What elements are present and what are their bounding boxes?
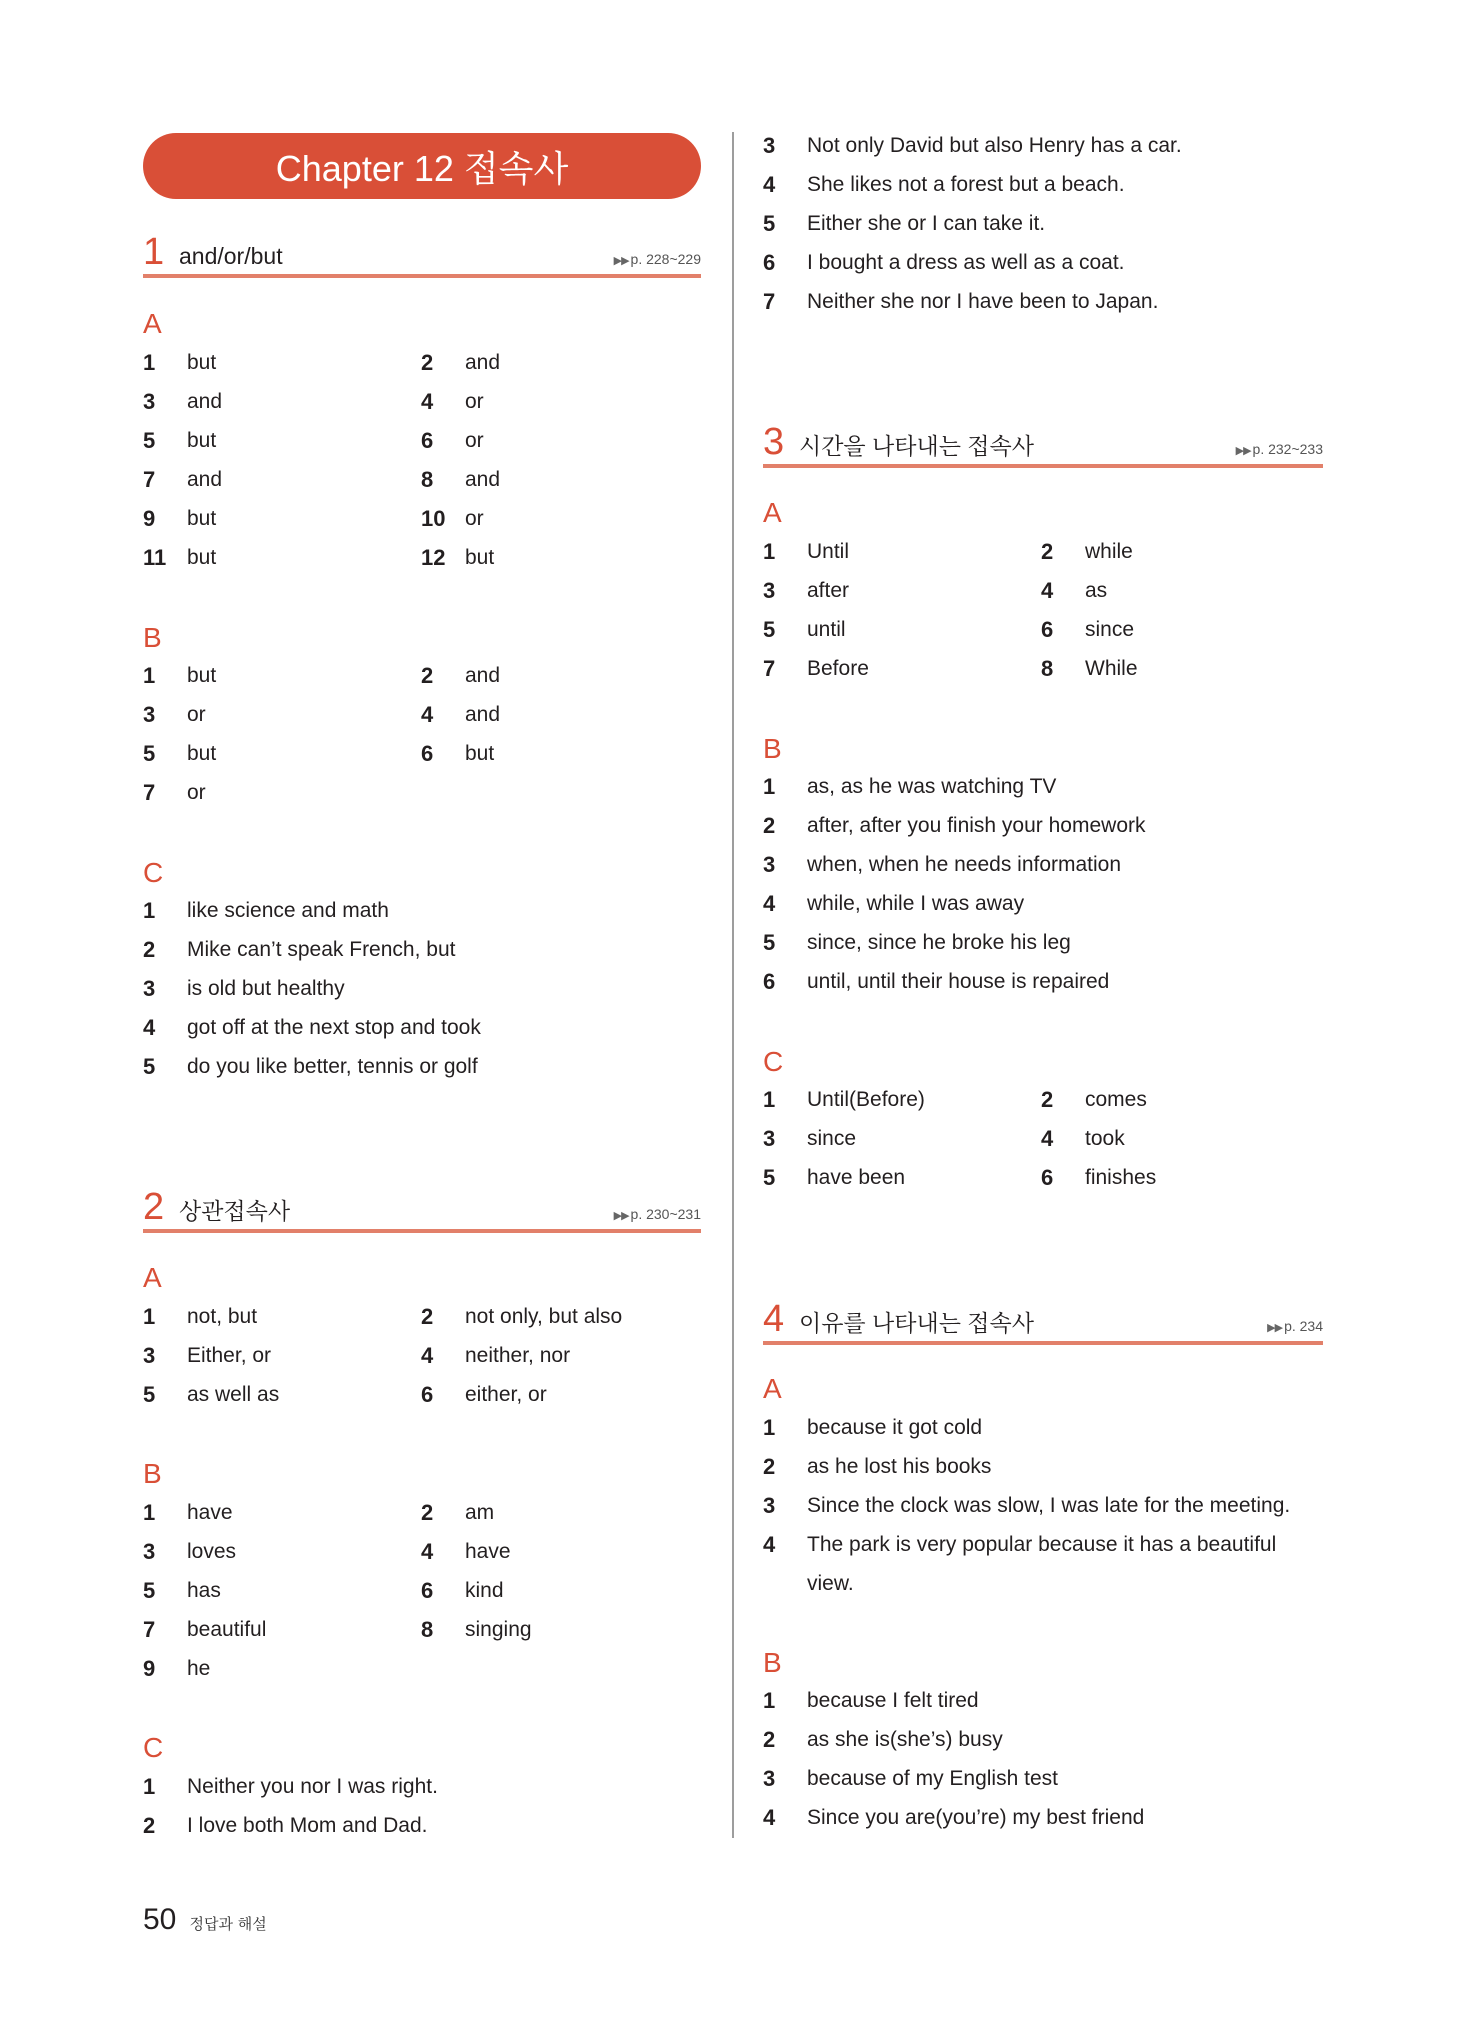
item-number: 5 (763, 930, 776, 955)
part-label: B (763, 733, 782, 764)
double-arrow-icon: ▶▶ (613, 1210, 629, 1222)
item-number: 3 (763, 1766, 776, 1791)
answer-row (143, 1375, 701, 1414)
item-answer: Either, or (187, 1344, 272, 1367)
item-answer: not only, but also (465, 1305, 623, 1328)
item-answer: but (187, 664, 217, 687)
item-answer: but (465, 546, 495, 569)
section-header-1 (143, 230, 701, 278)
item-number: 5 (143, 1382, 156, 1407)
item-number: 5 (143, 741, 156, 766)
answer-row (143, 1571, 701, 1610)
item-number: 1 (763, 539, 776, 564)
item-answer: since (807, 1127, 857, 1150)
item-number: 6 (421, 1382, 434, 1407)
item-number: 6 (421, 1578, 434, 1603)
answer-row (763, 1158, 1323, 1197)
item-number: 1 (143, 898, 156, 923)
item-answer: beautiful (187, 1618, 267, 1641)
answer-row (143, 891, 701, 930)
item-answer: Since you are(you’re) my best friend (807, 1806, 1145, 1829)
item-number: 5 (143, 1054, 156, 1079)
item-answer: Mike can’t speak French, but (187, 938, 456, 961)
item-number: 8 (421, 1617, 434, 1642)
answer-row (763, 1798, 1323, 1837)
answer-row (763, 1447, 1323, 1486)
item-answer: is old but healthy (187, 977, 345, 1000)
item-answer: I love both Mom and Dad. (187, 1814, 428, 1837)
item-answer: and (187, 390, 223, 413)
item-answer: not, but (187, 1305, 258, 1328)
item-answer: neither, nor (465, 1344, 571, 1367)
answer-row (763, 1720, 1323, 1759)
item-answer: and (465, 351, 501, 374)
item-answer: but (187, 507, 217, 530)
answer-row (763, 1681, 1323, 1720)
item-answer: while, while I was away (807, 892, 1025, 915)
item-answer: got off at the next stop and took (187, 1016, 481, 1039)
item-number: 4 (143, 1015, 156, 1040)
item-answer: Not only David but also Henry has a car. (807, 134, 1182, 157)
item-answer: have (465, 1540, 511, 1563)
item-answer: singing (465, 1618, 532, 1641)
answer-row (143, 773, 701, 812)
page-reference: ▶▶ p. 228~229 (613, 251, 701, 267)
item-number: 2 (421, 1500, 434, 1525)
item-number: 2 (763, 1727, 776, 1752)
answer-row (763, 845, 1323, 884)
item-answer: Since the clock was slow, I was late for the meeting. (807, 1494, 1291, 1517)
page-reference: ▶▶ p. 232~233 (1235, 441, 1323, 457)
double-arrow-icon: ▶▶ (613, 255, 629, 267)
item-number: 2 (763, 813, 776, 838)
item-answer: while (1085, 540, 1133, 563)
item-number: 6 (421, 741, 434, 766)
item-number: 7 (143, 1617, 156, 1642)
item-number: 4 (1041, 1126, 1054, 1151)
item-number: 5 (763, 1165, 776, 1190)
item-number: 1 (763, 1415, 776, 1440)
part-label: C (143, 1732, 164, 1763)
answer-row (763, 1564, 1323, 1603)
answer-row (763, 649, 1323, 688)
item-number: 6 (763, 250, 776, 275)
item-number: 4 (1041, 578, 1054, 603)
page-reference: ▶▶ p. 234 (1267, 1318, 1323, 1334)
item-number: 1 (763, 774, 776, 799)
item-answer: after (807, 579, 850, 602)
column-divider (732, 132, 734, 1838)
answer-row (143, 1336, 701, 1375)
item-number: 2 (421, 663, 434, 688)
section-title: 시간을 나타내는 접속사 (799, 433, 1034, 459)
item-answer: Until(Before) (807, 1088, 925, 1111)
item-number: 7 (763, 289, 776, 314)
part-label: A (763, 497, 782, 528)
item-number: 4 (763, 1805, 776, 1830)
item-answer: loves (187, 1540, 237, 1563)
answer-row (763, 204, 1323, 243)
item-number: 1 (143, 350, 156, 375)
section-number: 4 (763, 1298, 785, 1340)
item-answer: since, since he broke his leg (807, 931, 1071, 954)
item-answer: or (187, 703, 206, 726)
answer-row (143, 382, 701, 421)
item-answer: finishes (1085, 1166, 1157, 1189)
item-number: 2 (421, 350, 434, 375)
answer-row (763, 282, 1323, 321)
page-number: 50 (143, 1903, 177, 1936)
item-answer: but (465, 742, 495, 765)
item-answer: do you like better, tennis or golf (187, 1055, 478, 1078)
answer-row (143, 1297, 701, 1336)
double-arrow-icon: ▶▶ (1235, 445, 1251, 457)
item-number: 4 (763, 172, 776, 197)
item-answer: While (1085, 657, 1138, 680)
item-number: 3 (763, 852, 776, 877)
answer-row (143, 1767, 701, 1806)
item-number: 2 (143, 1813, 156, 1838)
answer-row (143, 1493, 701, 1532)
item-number: 1 (143, 1304, 156, 1329)
answer-row (143, 1806, 701, 1845)
item-answer: but (187, 742, 217, 765)
item-number: 5 (143, 1578, 156, 1603)
item-answer: because it got cold (807, 1416, 983, 1439)
answer-row (143, 1532, 701, 1571)
answer-row (143, 734, 701, 773)
item-number: 1 (143, 1500, 156, 1525)
item-number: 4 (421, 702, 434, 727)
item-number: 9 (143, 506, 156, 531)
item-number: 4 (421, 389, 434, 414)
item-answer: but (187, 429, 217, 452)
item-answer: until (807, 618, 846, 641)
answer-row (763, 1486, 1323, 1525)
answer-row (763, 1080, 1323, 1119)
answer-row (763, 806, 1323, 845)
chapter-title: Chapter 12 접속사 (143, 133, 701, 199)
item-number: 10 (421, 506, 446, 531)
answer-row (763, 1759, 1323, 1798)
answer-row (143, 421, 701, 460)
part-label: B (143, 622, 162, 653)
item-number: 2 (143, 937, 156, 962)
answer-row (763, 884, 1323, 923)
item-answer: after, after you finish your homework (807, 814, 1146, 837)
section-number: 3 (763, 421, 785, 463)
item-number: 4 (421, 1343, 434, 1368)
answer-row (763, 923, 1323, 962)
item-number: 3 (143, 702, 156, 727)
item-answer: he (187, 1657, 211, 1680)
item-answer: Until (807, 540, 850, 563)
item-answer: Neither she nor I have been to Japan. (807, 290, 1159, 313)
part-label: C (143, 857, 164, 888)
item-answer: until, until their house is repaired (807, 970, 1110, 993)
item-answer: or (465, 507, 484, 530)
item-number: 3 (763, 578, 776, 603)
item-answer: since (1085, 618, 1135, 641)
answer-row (763, 571, 1323, 610)
item-number: 3 (143, 1539, 156, 1564)
item-number: 7 (143, 780, 156, 805)
answer-row (143, 1047, 701, 1086)
item-answer: and (465, 468, 501, 491)
item-answer: Neither you nor I was right. (187, 1775, 438, 1798)
item-number: 1 (763, 1087, 776, 1112)
item-answer: but (187, 351, 217, 374)
answer-row (143, 538, 701, 577)
item-number: 2 (1041, 539, 1054, 564)
answer-row (143, 499, 701, 538)
item-answer: as, as he was watching TV (807, 775, 1057, 798)
item-number: 7 (763, 656, 776, 681)
item-answer: comes (1085, 1088, 1147, 1111)
answer-row (143, 656, 701, 695)
part-label: A (143, 308, 162, 339)
item-number: 1 (143, 663, 156, 688)
item-number: 3 (143, 389, 156, 414)
section-header-2 (143, 1185, 701, 1233)
item-answer: The park is very popular because it has a beautiful (807, 1533, 1277, 1556)
answer-row (763, 767, 1323, 806)
item-number: 7 (143, 467, 156, 492)
item-number: 4 (763, 891, 776, 916)
item-number: 8 (1041, 656, 1054, 681)
answer-row (143, 1610, 701, 1649)
item-number: 5 (763, 617, 776, 642)
section-title: 이유를 나타내는 접속사 (799, 1310, 1034, 1336)
item-answer: or (187, 781, 206, 804)
item-number: 3 (763, 133, 776, 158)
item-answer: as (1085, 579, 1108, 602)
section-number: 2 (143, 1186, 165, 1228)
item-number: 3 (143, 1343, 156, 1368)
item-answer: but (187, 546, 217, 569)
item-answer: or (465, 429, 484, 452)
item-answer: as she is(she’s) busy (807, 1728, 1003, 1751)
answer-row (763, 243, 1323, 282)
answer-row (143, 460, 701, 499)
page-reference: ▶▶ p. 230~231 (613, 1206, 701, 1222)
answer-row (763, 610, 1323, 649)
item-number: 5 (763, 211, 776, 236)
item-answer: I bought a dress as well as a coat. (807, 251, 1125, 274)
item-answer: has (187, 1579, 221, 1602)
item-answer: Before (807, 657, 869, 680)
item-answer: as he lost his books (807, 1455, 992, 1478)
part-label: B (763, 1647, 782, 1678)
item-number: 2 (763, 1454, 776, 1479)
page-footer (143, 1903, 267, 1943)
item-number: 3 (763, 1126, 776, 1151)
item-number: 4 (763, 1532, 776, 1557)
item-answer: and (187, 468, 223, 491)
answer-row (143, 695, 701, 734)
answer-row (143, 969, 701, 1008)
section-number: 1 (143, 231, 165, 273)
item-number: 12 (421, 545, 446, 570)
item-answer: have been (807, 1166, 906, 1189)
item-number: 1 (763, 1688, 776, 1713)
item-number: 11 (143, 545, 167, 570)
item-answer: took (1085, 1127, 1125, 1150)
part-label: A (143, 1262, 162, 1293)
item-answer: either, or (465, 1383, 547, 1406)
part-label: A (763, 1373, 782, 1404)
section-title: 상관접속사 (179, 1198, 291, 1224)
item-number: 2 (1041, 1087, 1054, 1112)
item-answer-continued: view. (807, 1572, 854, 1595)
item-number: 6 (1041, 617, 1054, 642)
item-answer: as well as (187, 1383, 280, 1406)
section-header-3 (763, 420, 1323, 468)
section-title: and/or/but (179, 243, 283, 269)
item-number: 3 (763, 1493, 776, 1518)
answer-row (763, 1525, 1323, 1564)
item-answer: or (465, 390, 484, 413)
part-label: C (763, 1046, 784, 1077)
item-answer: like science and math (187, 899, 389, 922)
item-number: 6 (763, 969, 776, 994)
answer-row (763, 1408, 1323, 1447)
item-number: 6 (421, 428, 434, 453)
item-answer: because I felt tired (807, 1689, 979, 1712)
item-number: 6 (1041, 1165, 1054, 1190)
item-number: 9 (143, 1656, 156, 1681)
item-answer: when, when he needs information (807, 853, 1122, 876)
footer-label: 정답과 해설 (189, 1915, 267, 1933)
item-number: 2 (421, 1304, 434, 1329)
part-label: B (143, 1458, 162, 1489)
item-number: 4 (421, 1539, 434, 1564)
answer-row (763, 165, 1323, 204)
answer-row (763, 1119, 1323, 1158)
item-answer: kind (465, 1579, 504, 1602)
item-number: 5 (143, 428, 156, 453)
answer-row (143, 343, 701, 382)
answer-row (763, 962, 1323, 1001)
item-answer: am (465, 1501, 495, 1524)
item-number: 8 (421, 467, 434, 492)
answer-row (143, 1649, 701, 1688)
item-answer: She likes not a forest but a beach. (807, 173, 1125, 196)
item-number: 1 (143, 1774, 156, 1799)
answer-row (143, 1008, 701, 1047)
item-answer: and (465, 703, 501, 726)
answer-row (763, 126, 1323, 165)
item-number: 3 (143, 976, 156, 1001)
item-answer: have (187, 1501, 233, 1524)
section-header-4 (763, 1297, 1323, 1345)
item-answer: because of my English test (807, 1767, 1058, 1790)
answer-row (763, 532, 1323, 571)
answer-row (143, 930, 701, 969)
item-answer: and (465, 664, 501, 687)
item-answer: Either she or I can take it. (807, 212, 1046, 235)
double-arrow-icon: ▶▶ (1267, 1322, 1283, 1334)
